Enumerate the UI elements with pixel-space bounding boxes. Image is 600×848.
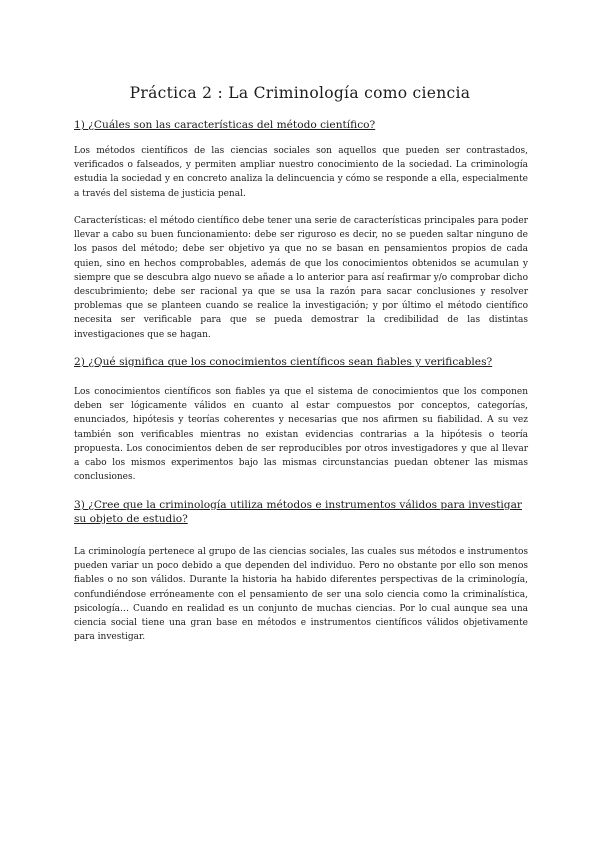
document-title: Práctica 2 : La Criminología como ciencia — [129, 84, 471, 102]
question-1-heading: 1) ¿Cuáles son las características del método científico? — [74, 119, 376, 131]
question-2-heading: 2) ¿Qué significa que los conocimientos científicos sean fiables y verificables? — [74, 356, 493, 368]
answer-3-paragraph-1: La criminología pertenece al grupo de las ciencias sociales, las cuales sus métodos e instrumentos pueden variar un poco debido a que dependen del individuo. Pero no obstante por ello son menos fiables o no son válidos. Durante la historia ha habido diferentes perspectivas de la criminología, confundiéndose erróneamente con el pensamiento de ser una solo ciencia como la criminalística, psicología… Cuando en realidad es un conjunto de muchas ciencias. Por lo cual aunque sea una ciencia social tiene una gran base en métodos e instrumentos científicos válidos objetivamente para investigar. — [74, 547, 528, 643]
answer-1-paragraph-2: Características: el método científico debe tener una serie de características principales para poder llevar a cabo su buen funcionamiento: debe ser riguroso es decir, no se pueden saltar ninguno de los pasos del método; debe ser objetivo ya que no se basan en pensamientos propios de cada quien, sino en hechos comprobables, además de que los conocimientos obtenidos se acumulan y siempre que se descubra algo nuevo se añade a lo anterior para así reafirmar y/o comprobar dicho descubrimiento; debe ser racional ya que se usa la razón para sacar conclusiones y resolver problemas que se planteen cuando se realice la investigación; y por último el método científico necesita ser verificable para que se pueda demostrar la credibilidad de las distintas investigaciones que se hagan. — [74, 216, 528, 340]
question-3-heading: 3) ¿Cree que la criminología utiliza métodos e instrumentos válidos para investigar su objeto de estudio? — [74, 499, 522, 525]
answer-1-paragraph-1: Los métodos científicos de las ciencias sociales son aquellos que pueden ser contrastados, verificados o falseados, y permiten ampliar nuestro conocimiento de la sociedad. La criminología estudia la sociedad y en concreto analiza la delincuencia y cómo se responde a ella, especialmente a través del sistema de justicia penal. — [74, 146, 528, 199]
answer-2-paragraph-1: Los conocimientos científicos son fiables ya que el sistema de conocimientos que los componen deben ser lógicamente válidos en cuanto al estar compuestos por conceptos, categorías, enunciados, hipótesis y teorías coherentes y necesarias que nos afirmen su fiabilidad. A su vez también son verificables mientras no existan evidencias contrarias a la hipótesis o teoría propuesta. Los conocimientos deben de ser reproducibles por otros investigadores y que al llevar a cabo los mismos experimentos bajo las mismas circunstancias puedan obtener las mismas conclusiones. — [74, 387, 528, 483]
